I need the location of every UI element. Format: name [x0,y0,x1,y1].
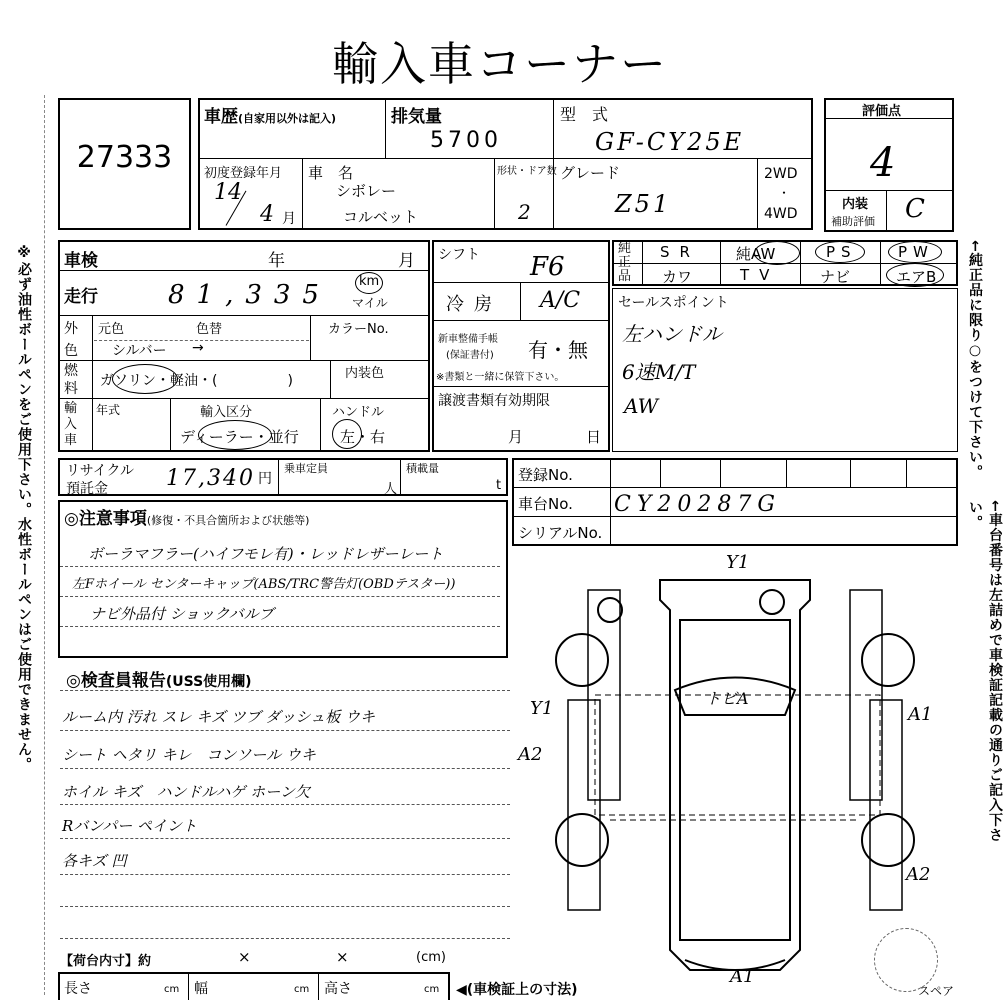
ext-color-label: 外色 [64,321,78,359]
shaken-label: 車検 [64,251,98,271]
grade-value: Z51 [615,190,672,218]
equip-ps: PS [826,243,857,261]
reg-month-unit: 月 [282,211,296,227]
maint-note: ※書類と一緒に保管下さい。 [436,372,565,383]
equip-pw: PW [898,243,934,261]
left-vertical-note: ※必ず油性ボールペンをご使用下さい。水性ボールペンはご使用できません。 [16,245,32,772]
score-value: 4 [870,140,896,186]
wd-dot: ・ [778,186,791,200]
dealer-circle [198,420,272,450]
shift-label: シフト [438,247,480,263]
model-label: 型 式 [560,105,609,124]
km-label: km [359,274,380,289]
2wd-label: 2WD [764,166,798,182]
aw-circle [754,241,800,265]
note-1: ボーラマフラー(ハイフモレ有)・レッドレザーレート [88,545,444,563]
left-margin-line [44,95,45,995]
score-label: 評価点 [862,104,902,119]
capacity-label: 乗車定員 [284,462,328,475]
right-vertical-note-equipment: ←純正品に限り○をつけて下さい。 [967,240,983,480]
page-title: 輸入車コーナー [332,37,668,91]
inspector-2: シート ヘタリ キレ コンソール ウキ [62,746,316,764]
car-name-2: コルベット [343,208,419,226]
cargo-cm: (cm) [416,950,446,965]
docs-month-label: 月 [508,428,524,446]
cargo-label: 【荷台内寸】約 [60,954,152,969]
inspector-5: 各キズ 凹 [62,852,127,870]
color-change-label: 色替 [196,322,223,337]
equip-kawa: カワ [662,268,693,286]
equip-aw: 純AW [736,245,776,263]
damage-left-top: Y1 [530,698,554,719]
displacement-value: 5700 [430,128,502,153]
reg-no-label: 登録No. [518,466,573,484]
inspector-4: Rバンパー ペイント [62,817,198,835]
color-no-label: カラーNo. [328,322,389,337]
mileage-value: 81,335 [168,280,331,310]
fuel-options: ガソリン・軽油・( ) [100,373,293,389]
width-cm: cm [294,984,310,995]
reg-year: 14 [214,180,242,205]
interior-value: C [905,194,925,224]
shift-value: F6 [530,252,565,282]
chassis-no-value: CY20287G [614,492,781,517]
car-name-label: 車 名 [308,164,354,182]
shaken-month-label: 月 [398,251,415,271]
reg-month: 4 [260,202,274,227]
int-color-label: 内装色 [345,366,385,381]
handle-label: ハンドル [332,405,385,420]
damage-right-bottom: A2 [906,864,931,885]
recycle-label-2: 預託金 [66,481,108,497]
inspector-1: ルーム内 汚れ スレ キズ ツブ ダッシュ板 ウキ [62,708,376,726]
sales-point-1: 左ハンドル [622,322,722,346]
maint-options: 有・無 [528,338,588,362]
import-type-options: ディーラー・並行 [180,428,299,446]
docs-expiry-label: 譲渡書類有効期限 [438,393,550,409]
mileage-label: 走行 [64,287,98,307]
nenshiki-label: 年式 [96,403,121,417]
damage-top: Y1 [726,552,750,573]
history-label: 車歴(自家用以外は記入) [204,107,337,127]
yen-label: 円 [258,471,272,487]
sales-point-2: 6速M/T [622,360,696,384]
load-label: 積載量 [406,462,439,475]
doors-label: 形状・ドア数 [497,166,557,177]
cargo-cross-2: × [336,948,349,966]
ton-label: t [496,478,502,493]
height-label: 高さ [324,981,352,997]
car-name-1: シボレー [336,182,397,200]
mile-label: マイル [352,296,388,310]
ac-label: 冷房 [446,294,502,315]
spare-label: スペア [918,984,955,998]
handle-options: 左・右 [340,428,386,446]
color-arrow: → [192,340,204,356]
ps-circle [815,241,865,263]
pw-circle [888,241,942,263]
notes-title: ◎注意事項(修復・不具合箇所および状態等) [64,509,310,529]
length-cm: cm [164,984,180,995]
shaken-year-label: 年 [268,251,285,271]
equip-sr: SR [660,243,700,261]
orig-color-value: シルバー [112,343,167,359]
doors-value: 2 [518,200,531,224]
docs-day-label: 日 [586,428,602,446]
orig-color-label: 元色 [98,322,125,337]
maint-label-1: 新車整備手帳 [438,334,498,345]
damage-bottom: A1 [730,966,755,987]
recycle-label-1: リサイクル [66,463,135,479]
airbag-circle [886,263,944,287]
cargo-cross-1: × [238,948,251,966]
damage-windshield: トビA [705,689,749,708]
equip-navi: ナビ [820,268,851,286]
right-vertical-note-chassis: ←車台番号は左詰めで車検証記載の通りご記入下さい。 [967,500,1003,843]
interior-label: 内装 [842,197,869,212]
person-label: 人 [384,482,398,497]
lot-number: 27333 [76,140,173,175]
gasoline-circle [112,364,178,394]
damage-left-mid: A2 [518,744,543,765]
equip-airbag: エアB [896,268,937,286]
sales-point-label: セールスポイント [618,295,729,311]
length-label: 長さ [64,981,92,997]
equip-tv: TV [740,266,780,284]
inspector-title: ◎検査員報告(USS使用欄) [66,671,252,691]
serial-no-label: シリアルNo. [518,524,603,542]
maint-label-2: (保証書付) [446,350,494,361]
width-label: 幅 [194,981,208,997]
height-cm: cm [424,984,440,995]
displacement-label: 排気量 [391,107,442,127]
left-handle-circle [332,419,362,449]
fuel-label: 燃料 [64,363,78,397]
inspector-3: ホイル キズ ハンドルハゲ ホーン欠 [62,783,310,801]
shaken-dims-label: ◀(車検証上の寸法) [456,982,578,998]
chassis-no-label: 車台No. [518,495,573,513]
damage-right-top: A1 [908,704,933,725]
grade-label: グレード [560,164,621,182]
import-type-label: 輸入区分 [200,405,253,420]
interior-sub-label: 補助評価 [831,215,875,228]
4wd-label: 4WD [764,206,798,222]
sales-point-3: AW [624,394,659,418]
ac-value: A/C [540,288,581,313]
model-value: GF-CY25E [595,128,745,156]
note-3: ナビ外品付 ショックバルブ [90,605,274,623]
import-label: 輸入車 [64,401,78,448]
note-2: 左Fホイール センターキャップ(ABS/TRC警告灯(OBDテスター)) [72,577,456,592]
recycle-value: 17,340 [166,466,255,491]
equip-label: 純正品 [618,241,632,284]
first-reg-label: 初度登録年月 [204,166,283,181]
